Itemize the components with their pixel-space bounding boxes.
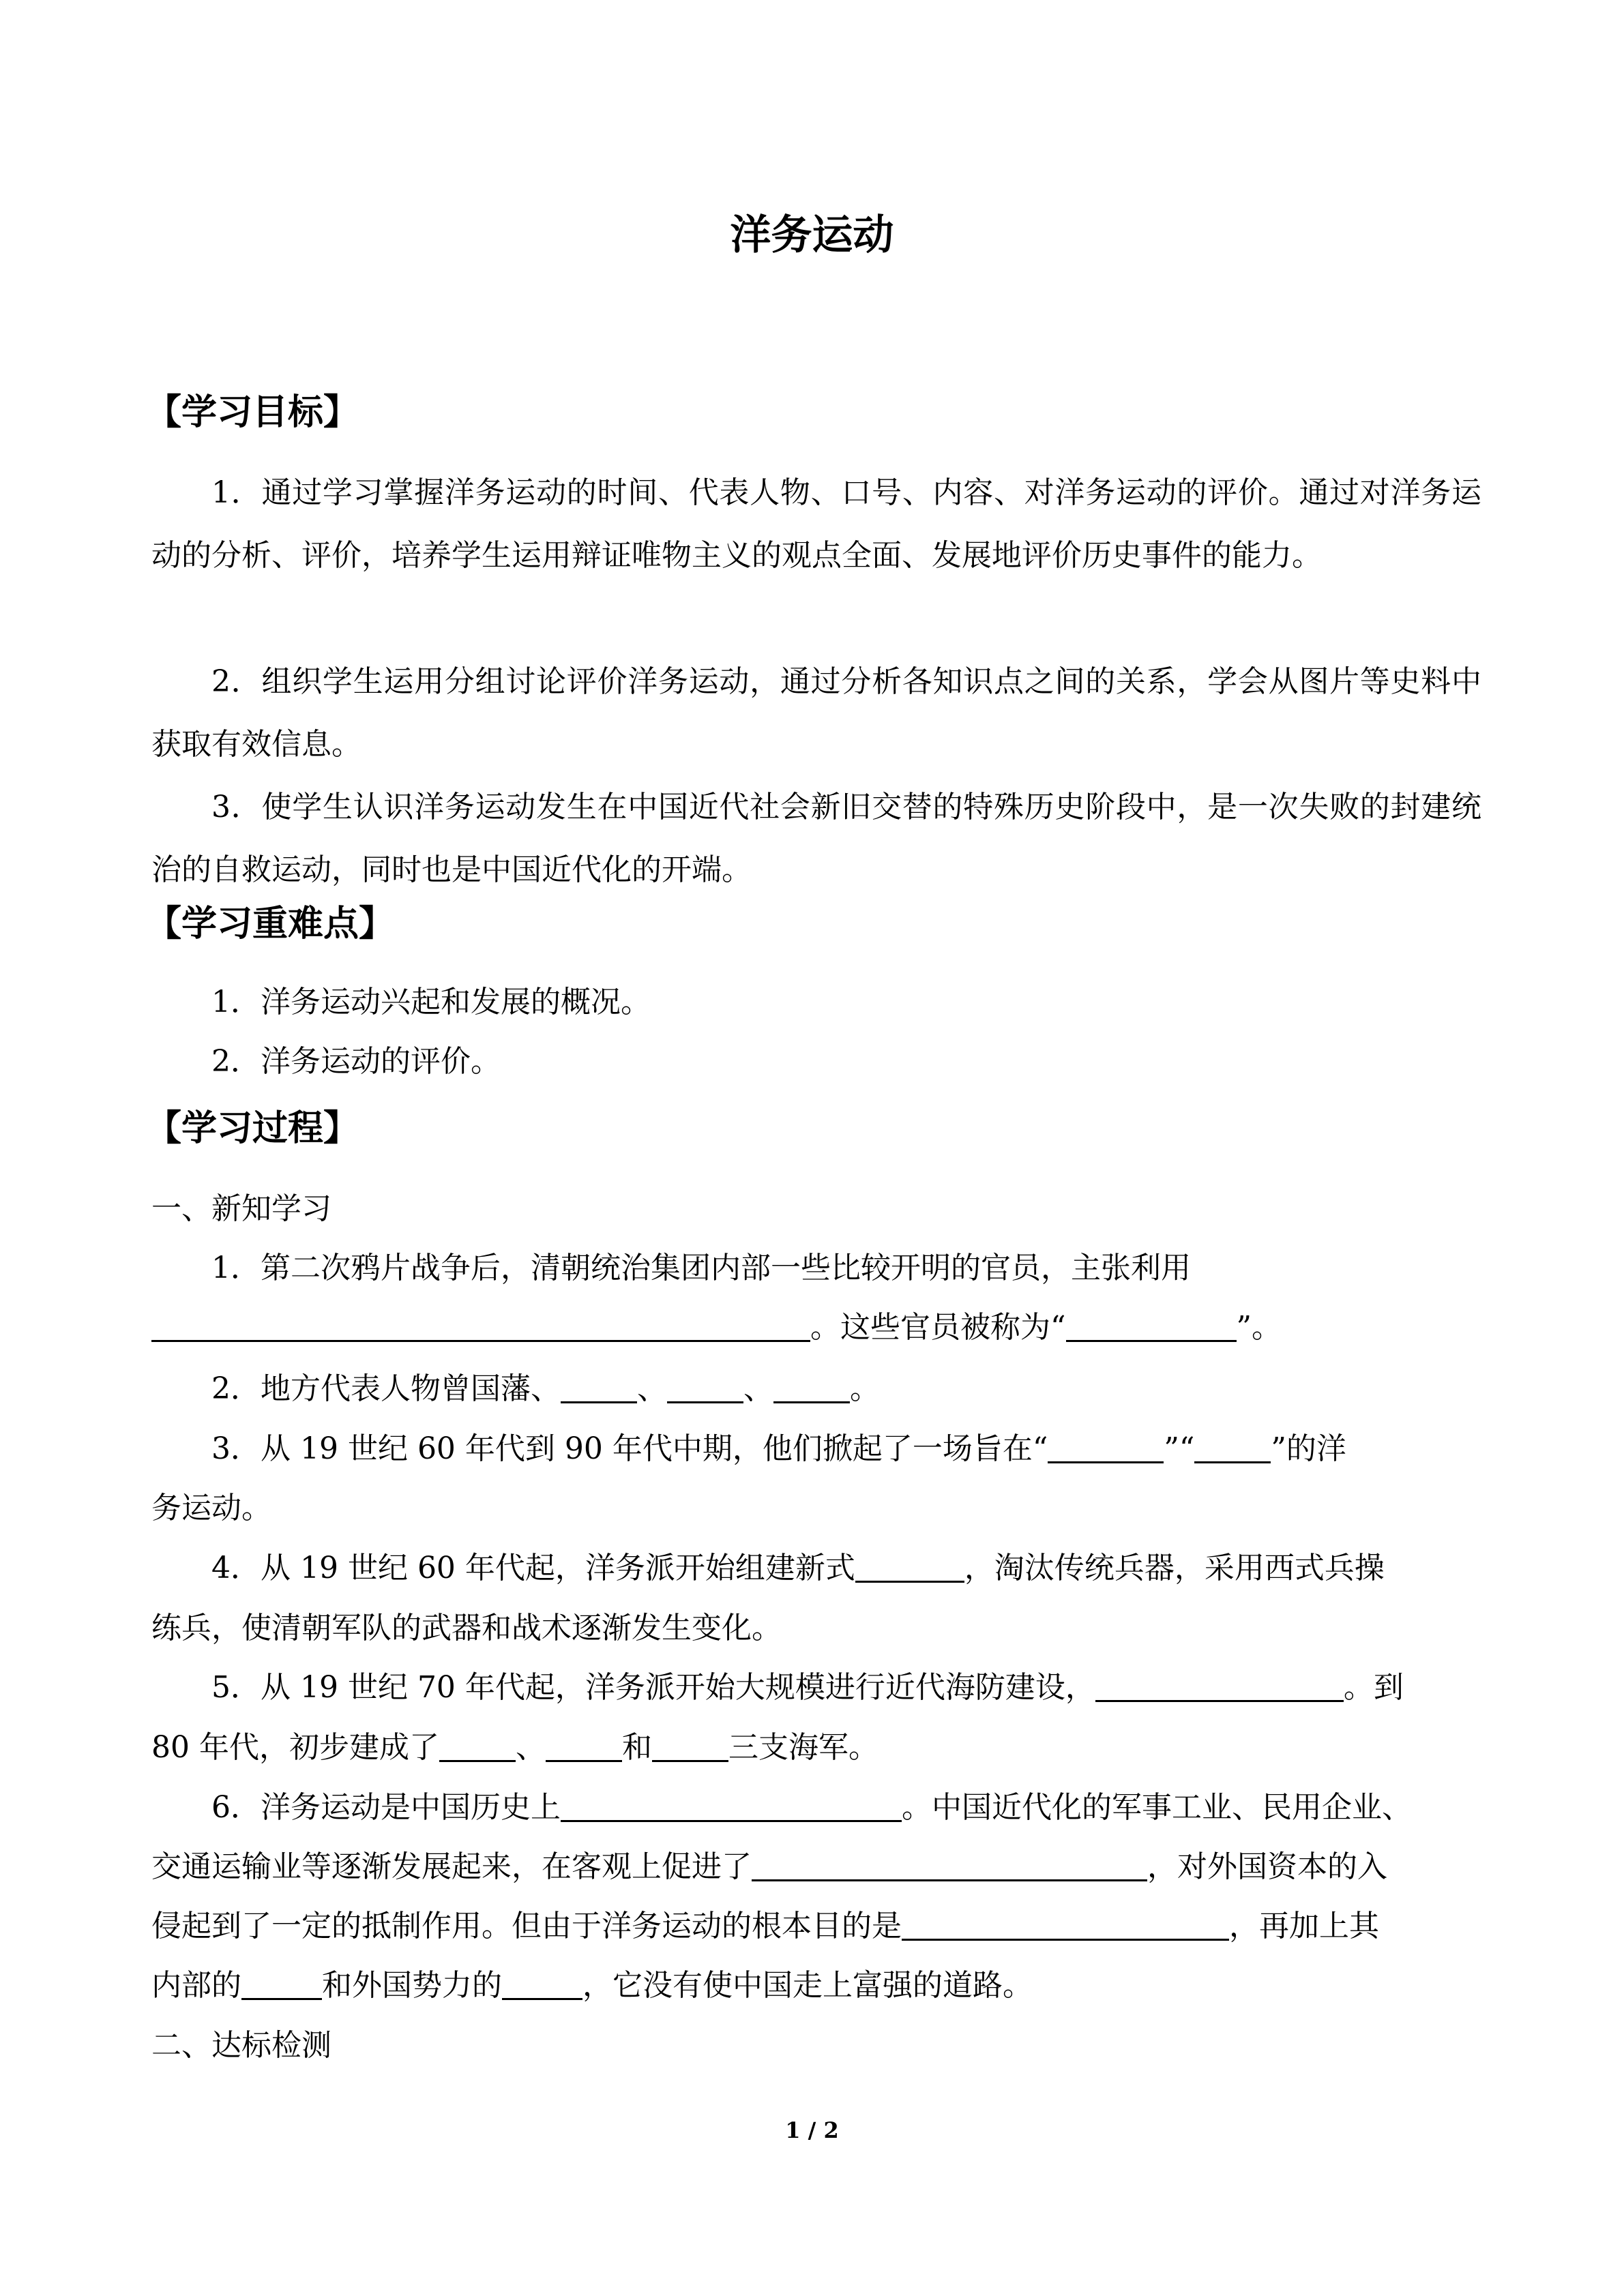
answer-blank[interactable] xyxy=(241,1968,322,2000)
question-3 xyxy=(211,1425,1346,1473)
question-5 xyxy=(211,1664,1404,1712)
question-6-text-e: 侵起到了一定的抵制作用。但由于洋务运动的根本目的是 xyxy=(151,1909,902,1943)
question-1 xyxy=(211,1244,1191,1292)
question-5-text: 5．从 19 世纪 70 年代起，洋务派开始大规模进行近代海防建设， xyxy=(211,1670,1095,1705)
question-3-text: 3．从 19 世纪 60 年代到 90 年代中期，他们掀起了一场旨在“ xyxy=(211,1431,1048,1466)
question-6-line-2 xyxy=(151,1843,1387,1891)
question-6-text-f: ，再加上其 xyxy=(1229,1909,1379,1943)
section-heading-keypoints: 【学习重难点】 xyxy=(146,903,395,944)
objective-item-3: 3．使学生认识洋务运动发生在中国近代社会新旧交替的特殊历史阶段中，是一次失败的封建统治的自救运动，同时也是中国近代化的开端。 xyxy=(151,790,1481,887)
answer-blank[interactable] xyxy=(151,1310,810,1342)
part-heading-new-knowledge: 一、新知学习 xyxy=(151,1191,331,1226)
answer-blank[interactable] xyxy=(1095,1670,1344,1702)
objective-item-2: 2．组织学生运用分组讨论评价洋务运动，通过分析各知识点之间的关系，学会从图片等史料中获取有效信息。 xyxy=(151,664,1481,762)
question-6-text-c: 交通运输业等逐渐发展起来，在客观上促进了 xyxy=(151,1849,752,1884)
question-5-cont xyxy=(151,1724,879,1772)
question-5-text-b: 。到 xyxy=(1343,1670,1404,1705)
question-4-text: 4．从 19 世纪 60 年代起，洋务派开始组建新式 xyxy=(211,1551,855,1585)
page-title: 洋务运动 xyxy=(730,211,894,259)
question-6-line-3 xyxy=(151,1903,1379,1950)
question-1-text-c: ”。 xyxy=(1236,1310,1282,1345)
question-1-text: 1．第二次鸦片战争后，清朝统治集团内部一些比较开明的官员，主张利用 xyxy=(211,1251,1191,1285)
keypoint-item-2: 2．洋务运动的评价。 xyxy=(211,1044,501,1079)
objective-item-1: 1．通过学习掌握洋务运动的时间、代表人物、口号、内容、对洋务运动的评价。通过对洋务运动的分析、评价，培养学生运用辩证唯物主义的观点全面、发展地评价历史事件的能力。 xyxy=(151,475,1481,573)
question-4-cont: 练兵，使清朝军队的武器和战术逐渐发生变化。 xyxy=(151,1611,782,1645)
page-number: 1 / 2 xyxy=(785,2117,839,2143)
answer-blank[interactable] xyxy=(855,1551,964,1583)
answer-blank[interactable] xyxy=(1194,1431,1271,1463)
answer-blank[interactable] xyxy=(561,1371,637,1403)
question-1-cont xyxy=(151,1304,1282,1352)
question-6-text-b: 。中国近代化的军事工业、民用企业、 xyxy=(902,1790,1412,1825)
question-5-text-e: 和 xyxy=(621,1730,652,1765)
answer-blank[interactable] xyxy=(502,1968,582,2000)
part-heading-assessment: 二、达标检测 xyxy=(151,2028,331,2063)
answer-blank[interactable] xyxy=(902,1909,1229,1941)
keypoint-item-1: 1．洋务运动兴起和发展的概况。 xyxy=(211,985,651,1019)
question-2-end: 。 xyxy=(850,1371,880,1406)
question-5-text-c: 80 年代，初步建成了 xyxy=(151,1730,439,1765)
question-2-text: 2．地方代表人物曾国藩、 xyxy=(211,1371,561,1406)
question-4-text-b: ，淘汰传统兵器，采用西式兵操 xyxy=(964,1551,1385,1585)
question-6-text-h: 和外国势力的 xyxy=(322,1968,502,2003)
question-6-text-g: 内部的 xyxy=(151,1968,241,2003)
answer-blank[interactable] xyxy=(773,1371,850,1403)
answer-blank[interactable] xyxy=(439,1730,516,1762)
answer-blank[interactable] xyxy=(652,1730,728,1762)
question-6-text-d: ，对外国资本的入 xyxy=(1147,1849,1387,1884)
question-3-text-c: ”的洋 xyxy=(1271,1431,1346,1466)
separator: 、 xyxy=(637,1371,667,1406)
question-6-text-i: ，它没有使中国走上富强的道路。 xyxy=(582,1968,1033,2003)
separator: 、 xyxy=(515,1730,546,1765)
question-6-text: 6．洋务运动是中国历史上 xyxy=(211,1790,561,1825)
section-heading-process: 【学习过程】 xyxy=(146,1107,359,1149)
answer-blank[interactable] xyxy=(667,1371,743,1403)
question-6 xyxy=(211,1784,1412,1832)
question-5-text-f: 三支海军。 xyxy=(728,1730,879,1765)
section-heading-objectives: 【学习目标】 xyxy=(146,391,359,433)
answer-blank[interactable] xyxy=(546,1730,622,1762)
question-1-text-b: 。这些官员被称为“ xyxy=(810,1310,1066,1345)
question-3-cont: 务运动。 xyxy=(151,1491,271,1525)
answer-blank[interactable] xyxy=(1048,1431,1164,1463)
separator: 、 xyxy=(743,1371,773,1406)
answer-blank[interactable] xyxy=(752,1849,1147,1881)
answer-blank[interactable] xyxy=(561,1790,902,1822)
question-6-line-4 xyxy=(151,1962,1033,2010)
question-3-text-b: ”“ xyxy=(1164,1431,1195,1466)
question-4 xyxy=(211,1545,1385,1592)
answer-blank[interactable] xyxy=(1066,1310,1237,1342)
question-2 xyxy=(211,1365,880,1413)
